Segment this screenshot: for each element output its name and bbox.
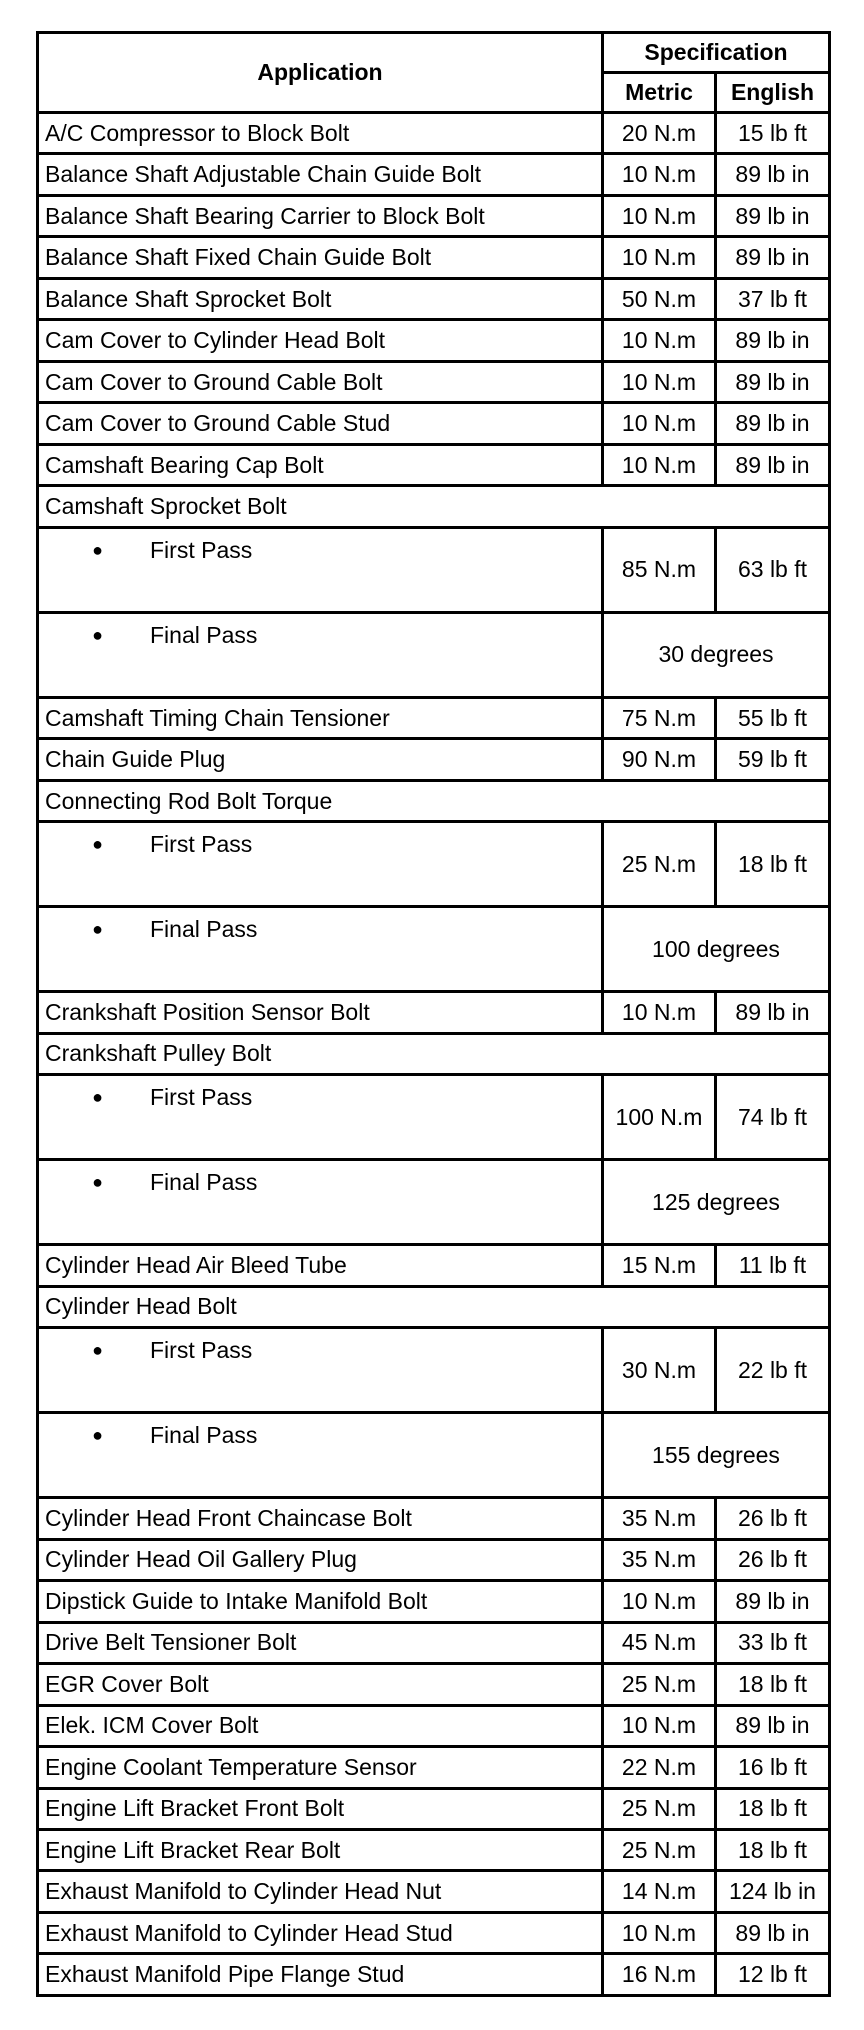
metric-cell: 10 N.m [603, 320, 716, 361]
application-cell: Engine Lift Bracket Front Bolt [38, 1788, 603, 1829]
application-cell: Engine Lift Bracket Rear Bolt [38, 1829, 603, 1870]
group-title-cell: Camshaft Sprocket Bolt [38, 486, 830, 527]
metric-cell: 10 N.m [603, 361, 716, 402]
metric-cell: 50 N.m [603, 278, 716, 319]
application-cell: A/C Compressor to Block Bolt [38, 113, 603, 154]
sub-step-cell [38, 527, 603, 612]
application-cell: Camshaft Timing Chain Tensioner [38, 697, 603, 738]
bullet-icon: ● [92, 919, 103, 940]
application-cell: EGR Cover Bolt [38, 1664, 603, 1705]
application-cell: Chain Guide Plug [38, 739, 603, 780]
sub-step-label: Final Pass [150, 1422, 258, 1449]
application-cell: Balance Shaft Fixed Chain Guide Bolt [38, 237, 603, 278]
sub-step-row [38, 822, 830, 907]
group-title-cell: Connecting Rod Bolt Torque [38, 780, 830, 821]
english-cell: 63 lb ft [716, 527, 830, 612]
english-cell: 55 lb ft [716, 697, 830, 738]
sub-step-row [38, 907, 830, 992]
table-row [38, 1788, 830, 1829]
sub-step-cell [38, 822, 603, 907]
bullet-icon: ● [92, 539, 103, 560]
sub-step-row [38, 1413, 830, 1498]
english-cell: 89 lb in [716, 320, 830, 361]
metric-cell: 25 N.m [603, 1788, 716, 1829]
metric-header: Metric [603, 73, 716, 113]
sub-step-cell [38, 612, 603, 697]
application-cell: Cam Cover to Ground Cable Bolt [38, 361, 603, 402]
metric-cell: 25 N.m [603, 1664, 716, 1705]
application-cell: Balance Shaft Bearing Carrier to Block Bolt [38, 195, 603, 236]
sub-step-row [38, 612, 830, 697]
application-cell: Balance Shaft Sprocket Bolt [38, 278, 603, 319]
english-cell: 89 lb in [716, 1912, 830, 1953]
metric-cell: 10 N.m [603, 1581, 716, 1622]
english-cell: 18 lb ft [716, 1788, 830, 1829]
sub-step-label: First Pass [150, 536, 253, 563]
group-title-cell: Cylinder Head Bolt [38, 1286, 830, 1327]
table-row [38, 1829, 830, 1870]
sub-step-cell [38, 1075, 603, 1160]
metric-cell: 10 N.m [603, 403, 716, 444]
bullet-icon: ● [92, 624, 103, 645]
group-header-row [38, 1286, 830, 1327]
english-cell: 89 lb in [716, 1705, 830, 1746]
table-row [38, 237, 830, 278]
english-cell: 22 lb ft [716, 1328, 830, 1413]
sub-step-row [38, 1075, 830, 1160]
table-row [38, 1622, 830, 1663]
bullet-icon: ● [92, 834, 103, 855]
application-cell: Exhaust Manifold to Cylinder Head Nut [38, 1871, 603, 1912]
metric-cell: 10 N.m [603, 1705, 716, 1746]
english-cell: 11 lb ft [716, 1245, 830, 1286]
metric-cell: 25 N.m [603, 822, 716, 907]
application-header: Application [38, 33, 603, 113]
metric-cell: 10 N.m [603, 154, 716, 195]
metric-cell: 35 N.m [603, 1539, 716, 1580]
english-cell: 37 lb ft [716, 278, 830, 319]
sub-step-row [38, 1160, 830, 1245]
degrees-cell: 100 degrees [603, 907, 830, 992]
sub-step-cell [38, 907, 603, 992]
english-cell: 26 lb ft [716, 1498, 830, 1539]
metric-cell: 22 N.m [603, 1747, 716, 1788]
metric-cell: 10 N.m [603, 195, 716, 236]
table-row [38, 1912, 830, 1953]
table-row [38, 195, 830, 236]
bullet-icon: ● [92, 1425, 103, 1446]
english-cell: 89 lb in [716, 992, 830, 1033]
sub-step-label: First Pass [150, 1337, 253, 1364]
metric-cell: 30 N.m [603, 1328, 716, 1413]
application-cell: Engine Coolant Temperature Sensor [38, 1747, 603, 1788]
table-row [38, 320, 830, 361]
metric-cell: 10 N.m [603, 1912, 716, 1953]
table-row [38, 697, 830, 738]
english-cell: 74 lb ft [716, 1075, 830, 1160]
english-cell: 18 lb ft [716, 822, 830, 907]
english-header: English [716, 73, 830, 113]
sub-step-row [38, 527, 830, 612]
application-cell: Exhaust Manifold to Cylinder Head Stud [38, 1912, 603, 1953]
table-row [38, 992, 830, 1033]
english-cell: 26 lb ft [716, 1539, 830, 1580]
english-cell: 89 lb in [716, 1581, 830, 1622]
metric-cell: 15 N.m [603, 1245, 716, 1286]
torque-spec-table [36, 31, 831, 1997]
application-cell: Cylinder Head Oil Gallery Plug [38, 1539, 603, 1580]
table-row [38, 403, 830, 444]
sub-step-label: Final Pass [150, 1169, 258, 1196]
table-row [38, 1581, 830, 1622]
sub-step-cell [38, 1413, 603, 1498]
application-cell: Cylinder Head Front Chaincase Bolt [38, 1498, 603, 1539]
english-cell: 89 lb in [716, 195, 830, 236]
bullet-icon: ● [92, 1087, 103, 1108]
header-row-top [38, 33, 830, 73]
sub-step-cell [38, 1328, 603, 1413]
metric-cell: 14 N.m [603, 1871, 716, 1912]
english-cell: 89 lb in [716, 403, 830, 444]
table-row [38, 1954, 830, 1996]
application-cell: Cam Cover to Ground Cable Stud [38, 403, 603, 444]
application-cell: Balance Shaft Adjustable Chain Guide Bolt [38, 154, 603, 195]
sub-step-label: Final Pass [150, 621, 258, 648]
sub-step-label: First Pass [150, 831, 253, 858]
table-row [38, 1705, 830, 1746]
table-row [38, 1539, 830, 1580]
sub-step-row [38, 1328, 830, 1413]
metric-cell: 10 N.m [603, 444, 716, 485]
table-row [38, 278, 830, 319]
table-row [38, 1747, 830, 1788]
table-row [38, 154, 830, 195]
sub-step-label: First Pass [150, 1084, 253, 1111]
sub-step-label: Final Pass [150, 916, 258, 943]
metric-cell: 45 N.m [603, 1622, 716, 1663]
application-cell: Exhaust Manifold Pipe Flange Stud [38, 1954, 603, 1996]
table-row [38, 1245, 830, 1286]
english-cell: 89 lb in [716, 361, 830, 402]
english-cell: 124 lb in [716, 1871, 830, 1912]
english-cell: 18 lb ft [716, 1829, 830, 1870]
metric-cell: 90 N.m [603, 739, 716, 780]
application-cell: Camshaft Bearing Cap Bolt [38, 444, 603, 485]
english-cell: 15 lb ft [716, 113, 830, 154]
table-row [38, 739, 830, 780]
table-row [38, 361, 830, 402]
application-cell: Cam Cover to Cylinder Head Bolt [38, 320, 603, 361]
english-cell: 89 lb in [716, 237, 830, 278]
english-cell: 18 lb ft [716, 1664, 830, 1705]
degrees-cell: 30 degrees [603, 612, 830, 697]
metric-cell: 10 N.m [603, 992, 716, 1033]
metric-cell: 35 N.m [603, 1498, 716, 1539]
application-cell: Elek. ICM Cover Bolt [38, 1705, 603, 1746]
table-body [38, 113, 830, 1996]
application-cell: Cylinder Head Air Bleed Tube [38, 1245, 603, 1286]
english-cell: 59 lb ft [716, 739, 830, 780]
application-cell: Crankshaft Position Sensor Bolt [38, 992, 603, 1033]
metric-cell: 75 N.m [603, 697, 716, 738]
metric-cell: 85 N.m [603, 527, 716, 612]
english-cell: 89 lb in [716, 154, 830, 195]
english-cell: 16 lb ft [716, 1747, 830, 1788]
group-header-row [38, 780, 830, 821]
degrees-cell: 155 degrees [603, 1413, 830, 1498]
application-cell: Dipstick Guide to Intake Manifold Bolt [38, 1581, 603, 1622]
table-row [38, 113, 830, 154]
metric-cell: 100 N.m [603, 1075, 716, 1160]
group-header-row [38, 1033, 830, 1074]
english-cell: 12 lb ft [716, 1954, 830, 1996]
metric-cell: 25 N.m [603, 1829, 716, 1870]
metric-cell: 16 N.m [603, 1954, 716, 1996]
bullet-icon: ● [92, 1172, 103, 1193]
english-cell: 89 lb in [716, 444, 830, 485]
metric-cell: 10 N.m [603, 237, 716, 278]
application-cell: Drive Belt Tensioner Bolt [38, 1622, 603, 1663]
degrees-cell: 125 degrees [603, 1160, 830, 1245]
table-row [38, 1498, 830, 1539]
group-title-cell: Crankshaft Pulley Bolt [38, 1033, 830, 1074]
table-row [38, 444, 830, 485]
sub-step-cell [38, 1160, 603, 1245]
english-cell: 33 lb ft [716, 1622, 830, 1663]
bullet-icon: ● [92, 1340, 103, 1361]
specification-header: Specification [603, 33, 830, 73]
metric-cell: 20 N.m [603, 113, 716, 154]
table-row [38, 1664, 830, 1705]
table-row [38, 1871, 830, 1912]
group-header-row [38, 486, 830, 527]
